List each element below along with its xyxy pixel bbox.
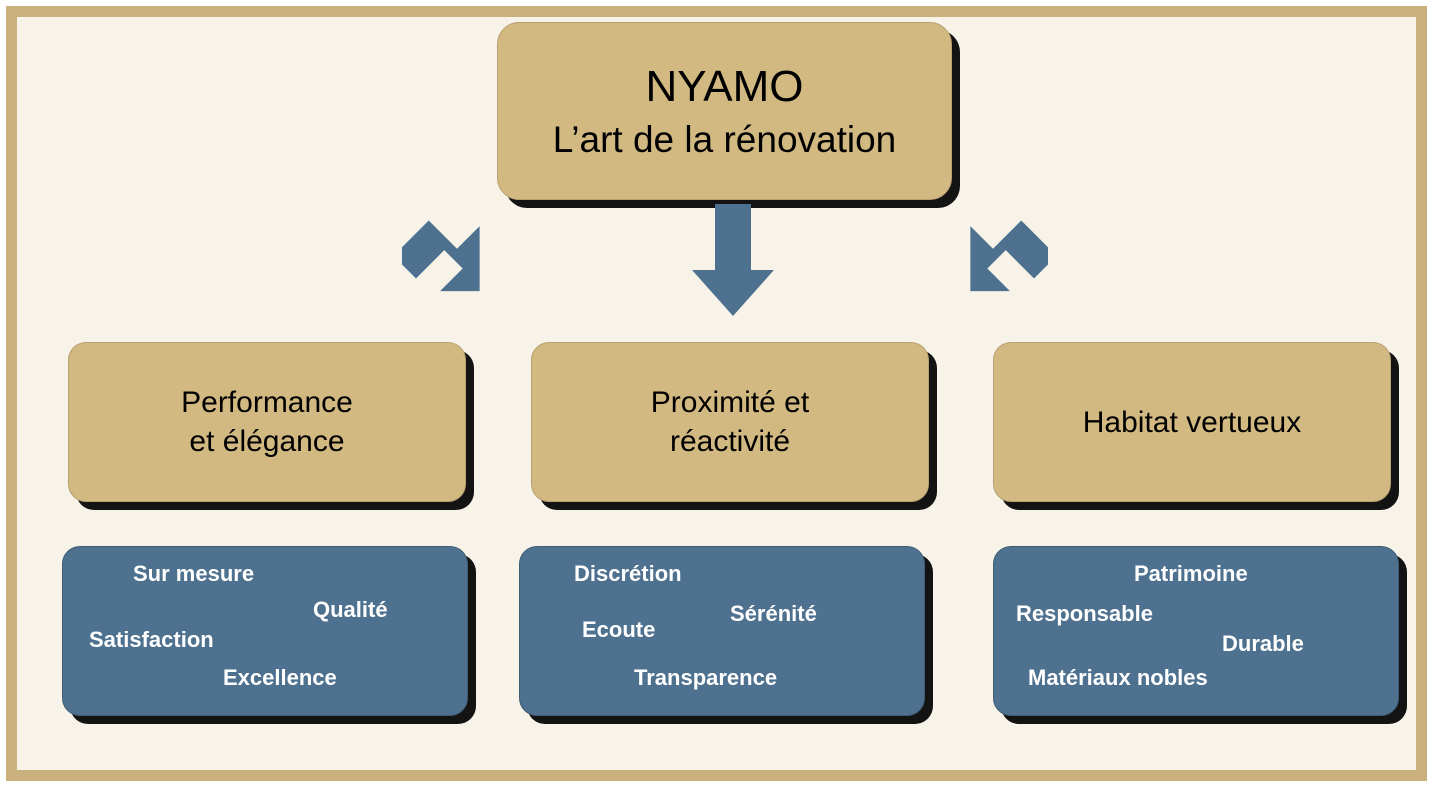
category-node-line1: Proximité et: [650, 386, 810, 419]
keyword: Matériaux nobles: [1028, 665, 1208, 690]
category-node-line1: Performance: [181, 386, 353, 419]
root-node-title: NYAMO: [645, 61, 804, 111]
keyword-group-proximite[interactable]: [519, 546, 925, 716]
category-node-line2: réactivité: [669, 425, 791, 458]
keyword: Durable: [1222, 631, 1304, 656]
keyword: Satisfaction: [89, 627, 214, 652]
category-node-line2: et élégance: [189, 425, 345, 458]
arrow-left: [402, 198, 512, 308]
keyword: Patrimoine: [1134, 561, 1248, 586]
root-node-subtitle: L’art de la rénovation: [552, 118, 897, 160]
keyword: Transparence: [634, 665, 778, 690]
keyword: Sur mesure: [133, 561, 255, 586]
keyword: Ecoute: [582, 617, 656, 642]
keyword: Discrétion: [574, 561, 682, 586]
root-node-nyamo[interactable]: [497, 22, 952, 200]
keyword: Excellence: [223, 665, 337, 690]
keyword: Responsable: [1016, 601, 1153, 626]
category-node-habitat[interactable]: [993, 342, 1391, 502]
keyword: Qualité: [313, 597, 388, 622]
category-node-proximite[interactable]: [531, 342, 929, 502]
category-node-line1: Habitat vertueux: [1082, 405, 1302, 439]
category-node-performance[interactable]: [68, 342, 466, 502]
keyword-group-habitat[interactable]: [993, 546, 1399, 716]
keyword-group-performance[interactable]: [62, 546, 468, 716]
arrow-right: [938, 198, 1048, 308]
keyword: Sérénité: [730, 601, 817, 626]
arrow-center: [688, 204, 778, 322]
